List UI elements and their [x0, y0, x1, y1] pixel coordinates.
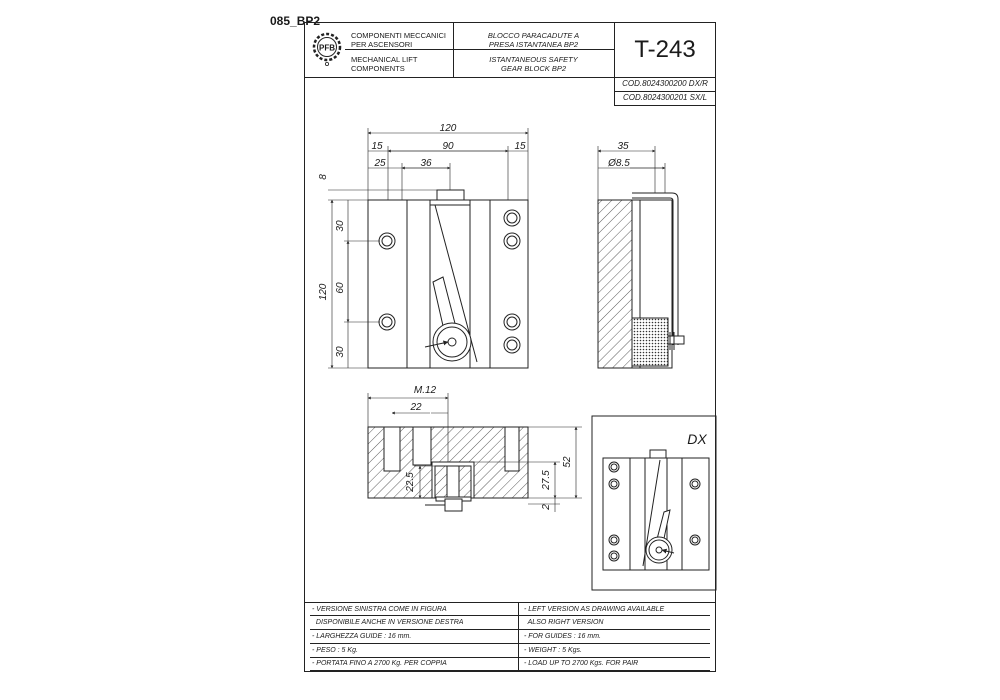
note-en-1: - LEFT VERSION AS DRAWING AVAILABLE [524, 606, 665, 613]
dim-section-gap: 2 [541, 504, 552, 510]
logo-text: PFB [319, 43, 335, 53]
dim-side-hole-dia: Ø8.5 [608, 158, 630, 169]
company-it-line2: PER ASCENSORI [351, 40, 413, 49]
dim-side-depth: 35 [617, 141, 629, 152]
front-view [368, 190, 528, 368]
description-en-line2: GEAR BLOCK BP2 [500, 64, 567, 73]
description-en-line1: ISTANTANEOUS SAFETY [489, 55, 578, 64]
note-en-3: - FOR GUIDES : 16 mm. [524, 633, 602, 640]
code-right-version: COD.8024300200 DX/R [622, 79, 708, 88]
dim-front-pin-height: 8 [318, 174, 329, 180]
side-dimensions [598, 146, 665, 200]
dim-front-hole-offset: 25 [374, 158, 386, 169]
dim-front-hole-top: 30 [335, 220, 346, 232]
dim-front-height-total: 120 [318, 283, 329, 301]
dim-section-thread: M.12 [413, 385, 437, 396]
note-it-2: DISPONIBILE ANCHE IN VERSIONE DESTRA [312, 619, 464, 626]
note-it-1: - VERSIONE SINISTRA COME IN FIGURA [312, 606, 447, 613]
dim-front-width-total: 120 [439, 123, 457, 134]
note-en-5: - LOAD UP TO 2700 Kgs. FOR PAIR [524, 660, 639, 667]
description-it-line2: PRESA ISTANTANEA BP2 [488, 40, 579, 49]
side-knurled-wheel [632, 318, 668, 366]
dim-section-right-height: 27.5 [541, 470, 552, 490]
note-en-4: - WEIGHT : 5 Kgs. [524, 647, 582, 654]
note-it-4: - PESO : 5 Kg. [312, 647, 358, 654]
dim-front-inner: 90 [442, 141, 454, 152]
sheet-id: 085_BP2 [270, 14, 321, 28]
side-hatched-body [598, 200, 632, 368]
dim-front-right-edge: 15 [514, 141, 526, 152]
code-left-version: COD.8024300201 SX/L [622, 93, 708, 102]
company-en-line1: MECHANICAL LIFT [351, 55, 418, 64]
side-view [598, 193, 684, 368]
dim-section-height-total: 52 [562, 456, 573, 468]
description-it-line1: BLOCCO PARACADUTE A [487, 31, 580, 40]
dim-front-left-edge: 15 [371, 141, 383, 152]
dim-front-hole-mid: 60 [335, 282, 346, 294]
note-en-2: ALSO RIGHT VERSION [524, 619, 604, 626]
company-en-line2: COMPONENTS [351, 64, 405, 73]
company-it-line1: COMPONENTI MECCANICI [351, 31, 447, 40]
dim-section-left-height: 22.5 [405, 472, 416, 492]
front-pin [437, 190, 464, 200]
dim-front-hole-bottom: 30 [335, 346, 346, 358]
note-it-3: - LARGHEZZA GUIDE : 16 mm. [312, 633, 412, 640]
dim-section-offset: 22 [410, 402, 422, 413]
note-it-5: - PORTATA FINO A 2700 Kg. PER COPPIA [312, 660, 447, 667]
dim-front-pin-offset: 36 [420, 158, 432, 169]
detail-label: DX [687, 431, 707, 447]
part-number: T-243 [634, 36, 696, 63]
